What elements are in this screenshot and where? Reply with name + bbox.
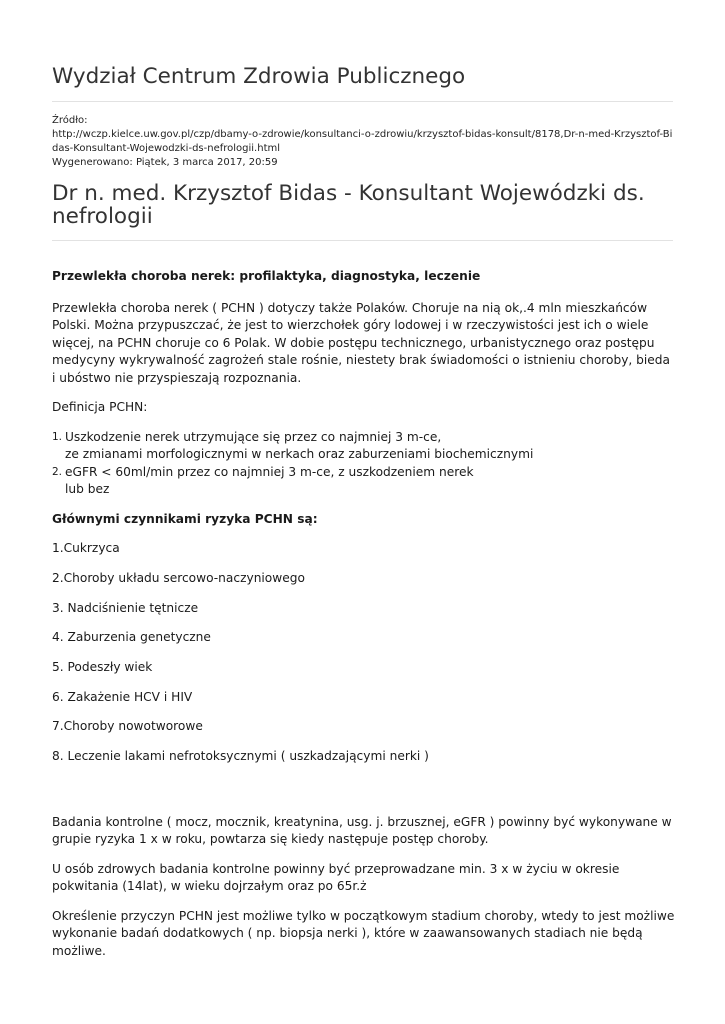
section-heading: Przewlekła choroba nerek: profilaktyka, diagnostyka, leczenie <box>52 269 481 283</box>
risk-factor-item: 7.Choroby nowotworowe <box>52 719 203 734</box>
definition-item <box>52 429 677 464</box>
source-url-line-2: das-Konsultant-Wojewodzki-ds-nefrologii.html <box>52 143 281 154</box>
risk-factor-item: 3. Nadciśnienie tętnicze <box>52 600 199 615</box>
risk-factor-item: 4. Zaburzenia genetyczne <box>52 630 211 645</box>
risk-factor-item: 2.Choroby układu sercowo-naczyniowego <box>52 570 305 585</box>
source-meta <box>52 114 672 170</box>
definition-line: lub bez <box>65 482 110 496</box>
causes-paragraph: Określenie przyczyn PCHN jest możliwe tylko w początkowym stadium choroby, wtedy to jest możliwe wykonanie badań dodatkowych ( np. biopsja nerki ), które w zaawansowanych stadiach nie będą możliwe. <box>52 908 675 958</box>
definition-number: 1. <box>52 430 63 443</box>
article-body <box>52 268 677 960</box>
definition-list <box>52 429 677 499</box>
definition-label: Definicja PCHN: <box>52 400 148 414</box>
source-label: Źródło: <box>52 115 88 126</box>
risk-factor-item: 5. Podeszły wiek <box>52 659 153 674</box>
risk-factor-item: 1.Cukrzyca <box>52 541 120 556</box>
definition-number: 2. <box>52 465 63 478</box>
source-url-line-1: http://wczp.kielce.uw.gov.pl/czp/dbamy-o-zdrowie/konsultanci-o-zdrowiu/krzysztof-bidas-konsult/8178,Dr-n-med-Krzysztof-Bi <box>52 129 673 140</box>
definition-line: Uszkodzenie nerek utrzymujące się przez co najmniej 3 m-ce, <box>65 429 442 444</box>
generated-timestamp: Wygenerowano: Piątek, 3 marca 2017, 20:59 <box>52 157 278 168</box>
risk-factor-item: 6. Zakażenie HCV i HIV <box>52 689 193 704</box>
healthy-tests-paragraph: U osób zdrowych badania kontrolne powinny być przeprowadzane min. 3 x w życiu w okresie pokwitania (14lat), w wieku dojrzałym oraz po 65r.ż <box>52 861 620 893</box>
document-title: Dr n. med. Krzysztof Bidas - Konsultant Wojewódzki ds. nefrologii <box>52 181 645 229</box>
risk-factor-list <box>52 540 677 765</box>
definition-item <box>52 464 677 499</box>
risk-heading: Głównymi czynnikami ryzyka PCHN są: <box>52 511 318 526</box>
intro-paragraph: Przewlekła choroba nerek ( PCHN ) dotyczy także Polaków. Choruje na nią ok,.4 mln mieszkańców Polski. Można przypuszczać, że jest to wierzchołek góry lodowej i w rzeczywistości jest ich o wiele więcej, na PCHN choruje co 6 Polak. W dobie postępu technicznego, urbanistycznego oraz postępu medycyny wykrywalność zagrożeń stale rośnie, niestety brak świadomości o istnieniu choroby, bieda i ubóstwo nie przyspieszają rozpoznania. <box>52 300 671 385</box>
header-divider <box>52 101 673 102</box>
title-divider <box>52 240 673 241</box>
definition-line: ze zmianami morfologicznymi w nerkach oraz zaburzeniami biochemicznymi <box>65 447 534 461</box>
definition-line: eGFR < 60ml/min przez co najmniej 3 m-ce, z uszkodzeniem nerek <box>65 464 474 479</box>
risk-factor-item: 8. Leczenie lakami nefrotoksycznymi ( uszkadzającymi nerki ) <box>52 749 429 763</box>
control-tests-paragraph: Badania kontrolne ( mocz, mocznik, kreatynina, usg. j. brzusznej, eGFR ) powinny być wykonywane w grupie ryzyka 1 x w roku, powtarza się kiedy następuje postęp choroby. <box>52 814 672 846</box>
site-title: Wydział Centrum Zdrowia Publicznego <box>52 64 466 89</box>
